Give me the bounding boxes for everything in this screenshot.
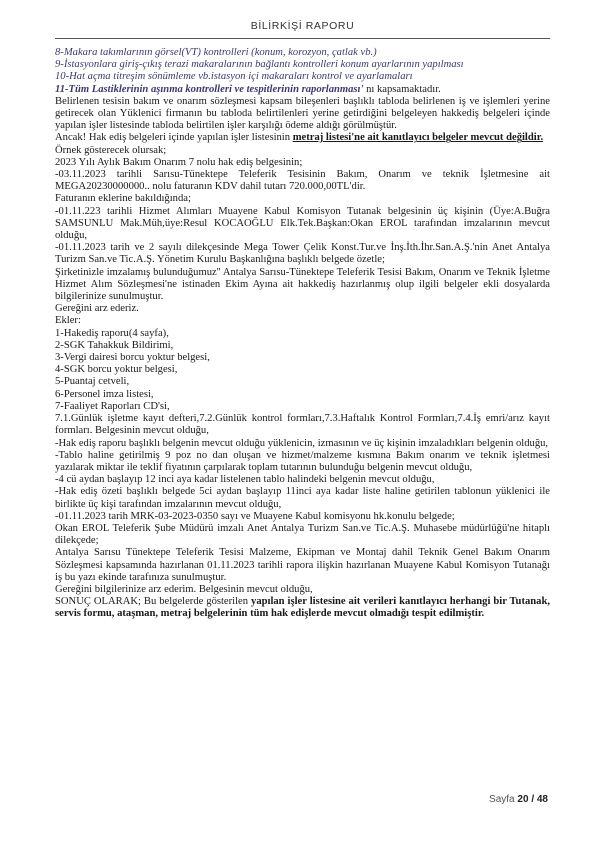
attachment-3: 3-Vergi dairesi borcu yoktur belgesi, — [55, 352, 210, 364]
paragraph-regards: Gereğini bilgilerinize arz ederim. Belgesinin mevcut olduğu, — [55, 583, 313, 595]
page-label: Sayfa — [489, 794, 515, 805]
paragraph-contract: Şirketinizle imzalamış bulunduğumuz'' Antalya Sarısu-Tünektepe Teleferik Tesisi Bakım, Onarım ve Teknik İşletme Hizmet Alım Sözleşmesi'ne istinaden Ekim Ayına ait hakkediş hazırlanmış olup ilgili belgeler ekli dosyalarda bilgilerinize sunulmuştur. — [55, 266, 550, 303]
list-item-9: 9-İstasyonlara giriş-çıkış terazi makaralarının bağlantı kontrolleri konum ayarlarının yapılması — [55, 59, 464, 71]
paragraph-summary: -Hak ediş özeti başlıklı belgede 5ci aydan başlayıp 11inci aya kadar liste haline getirilen tablonun yüklenici ile birlikte üç kişi tarafından imzalarının mevcut olduğu, — [55, 486, 550, 510]
attachment-5: 5-Puantaj cetveli, — [55, 376, 130, 388]
example-intro: Örnek gösterecek olursak; — [55, 144, 167, 156]
paragraph-petition: -01.11.2023 tarih ve 2 sayılı dilekçesinde Mega Tower Çelik Konst.Tur.ve İnş.İth.İhr.San.A.Ş.'nin Anet Antalya Turizm San.ve Tic.A.Ş. Yönetim Kurulu Başkanlığına başlıklı belgede özetle; — [55, 242, 550, 266]
list-item-10: 10-Hat açma titreşim sönümleme vb.istasyon içi makaraları kontrol ve ayarlamaları — [55, 71, 413, 83]
warning-pre: Ancak! Hak ediş belgeleri içinde yapılan işler listesinin — [55, 132, 293, 144]
closing-line: Gereğini arz ederiz. — [55, 303, 139, 315]
list-item-11 — [55, 84, 550, 96]
page-number — [489, 794, 548, 805]
page-current: 20 — [517, 794, 529, 805]
attachment-4: 4-SGK borcu yoktur belgesi, — [55, 364, 178, 376]
header-divider — [55, 38, 550, 39]
list-item-11-rest: nı kapsamaktadır. — [363, 83, 441, 95]
document-body — [55, 47, 550, 621]
list-item-11-bold: 11-Tüm Lastiklerinin aşınma kontrolleri ve tespitlerinin raporlanması' — [55, 83, 364, 95]
list-item-8: 8-Makara takımlarının görsel(VT) kontrolleri (konum, korozyon, çatlak vb.) — [55, 47, 377, 58]
conclusion-pre: SONUÇ OLARAK; Bu belgelerde gösterilen — [55, 596, 252, 608]
page-header-title: BİLİRKİŞİ RAPORU — [250, 20, 355, 32]
attachments-intro: Faturanın eklerine bakıldığında; — [55, 193, 191, 205]
paragraph-manager: Okan EROL Teleferik Şube Müdürü imzalı Anet Antalya Turizm San.ve Tic.A.Ş. Muhasebe müdürlüğü'ne hitaplı dilekçede; — [55, 522, 550, 547]
paragraph-report: -Hak ediş raporu başlıklı belgenin mevcut olduğu yüklenicin, izmasının ve üç kişinin imzaladıkları belgenin olduğu, — [55, 437, 549, 449]
paragraph-mrk: -01.11.2023 tarih MRK-03-2023-0350 sayı ve Muayene Kabul komisyonu hk.konulu belgede; — [55, 510, 455, 522]
paragraph-monthly: -4 cü aydan başlayıp 12 inci aya kadar listelenen tablo halindeki belgenin mevcut olduğu, — [55, 474, 435, 486]
page-separator: / — [531, 794, 535, 805]
paragraph-commission: -01.11.223 tarihli Hizmet Alımları Muayene Kabul Komisyon Tutanak belgesinin üç kişinin (Üye:A.Buğra SAMSUNLU Mak.Müh,üye:Resul KOCAOĞLU Elk.Tek.Başkan:Okan EROL tarafından imzalarının mevcut olduğu, — [55, 205, 550, 242]
paragraph-invoice: -03.11.2023 tarihli Sarısu-Tünektepe Teleferik Tesisinin Bakım, Onarım ve teknik İşletmesine ait MEGA20230000000.. nolu faturanın KDV dahil tutarı 720.000,00TL'dir. — [55, 169, 550, 193]
paragraph-logbooks: 7.1.Günlük işletme kayıt defteri,7.2.Günlük kontrol formları,7.3.Haftalık Kontrol Formları,7.4.İş emri/arız kayıt formları. Belgesinin mevcut olduğu, — [55, 413, 550, 437]
attachment-6: 6-Personel imza listesi, — [55, 388, 154, 400]
attachment-7: 7-Faaliyet Raporları CD'si, — [55, 400, 170, 412]
example-subject: 2023 Yılı Aylık Bakım Onarım 7 nolu hak ediş belgesinin; — [55, 156, 303, 168]
paragraph-conclusion — [55, 596, 550, 620]
warning-emphasis: metraj listesi'ne ait kanıtlayıcı belgeler mevcut değildir. — [292, 132, 544, 144]
attachment-2: 2-SGK Tahakkuk Bildirimi, — [55, 339, 174, 351]
paragraph-warning — [55, 132, 550, 144]
paragraph-table: -Tablo haline getirilmiş 9 poz no dan oluşan ve hizmet/malzeme kısmına Bakım onarım ve teknik işletmesi yazılarak miktar ile teklif fiyatının çarpılarak toplam tutarının bulunduğu belgenin mevcut olduğu, — [55, 449, 550, 473]
attachments-heading: Ekler: — [55, 315, 81, 327]
page-total: 48 — [536, 794, 548, 805]
conclusion-bold: yapılan işler listesine ait verileri kanıtlayıcı herhangi bir Tutanak, servis formu, ataşman, metraj belgelerinin tüm hak edişlerde mevcut olmadığı tespit edilmiştir. — [55, 596, 551, 620]
attachment-1: 1-Hakediş raporu(4 sayfa), — [55, 327, 169, 339]
paragraph-scope: Belirlenen tesisin bakım ve onarım sözleşmesi kapsam bileşenleri başlıklı tabloda belirlenen iş ve işlemleri yerine getirecek olan Yüklenici firmanın bu tabloda belirtilenleri yerine getirdiğini belgeleyen hakkediş belgeleri içinde yapılan işler listesinde tabloda belirtilen işler karşılığı ödeme aldığı görülmüştür. — [55, 95, 550, 132]
paragraph-maintenance: Antalya Sarısu Tünektepe Teleferik Tesisi Malzeme, Ekipman ve Montaj dahil Teknik Genel Bakım Onarım Sözleşmesi kapsamında hazırlanan 01.11.2023 tarihli rapora ilişkin hazırlanan Muayene Kabul Komisyon Tutanağı iş bu yazı ekinde tarafınıza sunulmuştur. — [55, 547, 550, 583]
